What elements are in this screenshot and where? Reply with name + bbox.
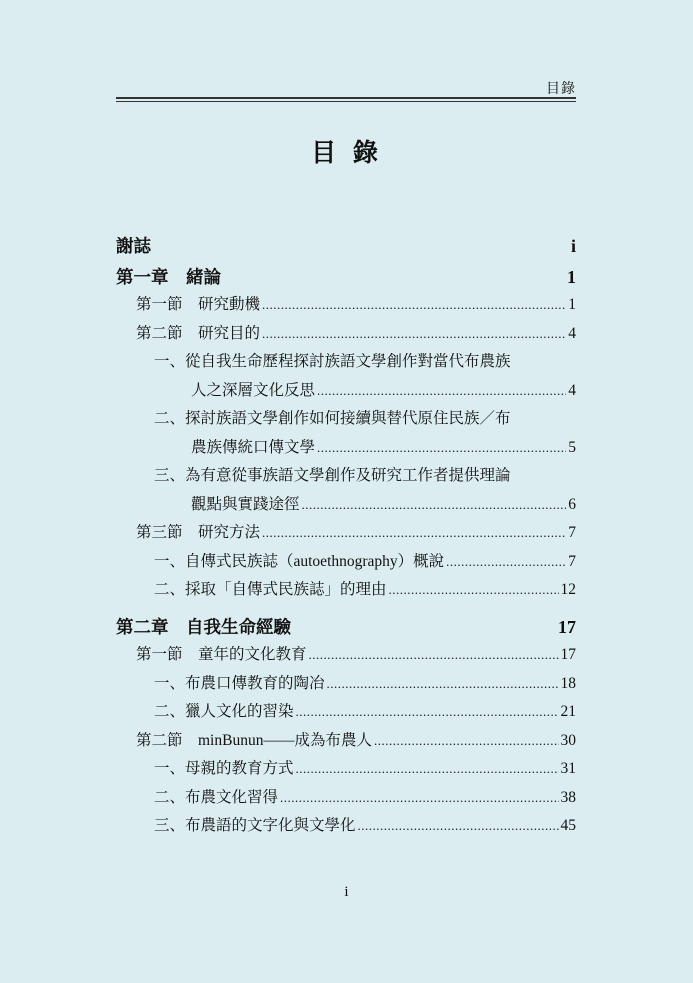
- toc-entry-title: 觀點與實踐途徑: [191, 495, 300, 513]
- toc-entry-item[interactable]: [116, 462, 576, 491]
- toc-entry-title: 二、獵人文化的習染: [154, 703, 294, 720]
- toc-leader-dots: [374, 727, 559, 756]
- toc-entry-title: 三、布農語的文字化與文學化: [154, 817, 356, 834]
- toc-entry-page: 4: [568, 324, 576, 342]
- toc-entry-section[interactable]: [116, 320, 576, 349]
- toc-entry-item[interactable]: [116, 698, 576, 727]
- toc-leader-dots: [262, 320, 566, 349]
- toc-entry-item[interactable]: [116, 576, 576, 605]
- toc-entry-page: 5: [568, 438, 576, 456]
- toc-entry-title: 第二節 研究目的: [136, 324, 261, 342]
- toc-entry-page: 6: [568, 495, 576, 513]
- toc-entry-item[interactable]: [116, 784, 576, 813]
- toc-leader-dots: [309, 641, 559, 670]
- toc-entry-item[interactable]: [116, 755, 576, 784]
- toc-leader-dots: [296, 755, 559, 784]
- toc-entry-page: 1: [568, 296, 576, 313]
- toc-entry-section[interactable]: [116, 519, 576, 548]
- toc-entry-page: 4: [568, 381, 576, 399]
- toc-entry-title: 一、母親的教育方式: [154, 760, 294, 777]
- toc-entry-title: 二、布農文化習得: [154, 788, 279, 806]
- toc-entry-title: 謝誌: [116, 237, 151, 257]
- toc-leader-dots: [262, 519, 566, 548]
- toc-entry-chapter[interactable]: [116, 613, 576, 642]
- toc-leader-dots: [296, 698, 559, 727]
- toc-entry-title: 三、為有意從事族語文學創作及研究工作者提供理論: [154, 467, 511, 484]
- toc-entry-chapter[interactable]: [116, 263, 576, 292]
- toc-entry-title: 二、採取「自傳式民族誌」的理由: [154, 581, 387, 598]
- toc-leader-dots: [317, 434, 566, 463]
- toc-entry-page: 38: [560, 788, 576, 806]
- toc-entry-title: 第二章 自我生命經驗: [116, 617, 291, 638]
- toc-entry-section[interactable]: [116, 727, 576, 756]
- toc-entry-title: 第一章 緒論: [116, 267, 221, 288]
- toc-entry-page: 30: [560, 731, 576, 749]
- toc-entry-page: 21: [560, 703, 576, 720]
- running-header: 目錄: [546, 82, 576, 97]
- toc-entry-title: 農族傳統口傳文學: [191, 438, 316, 456]
- toc-entry-title: 一、自傳式民族誌（autoethnography）概說: [154, 552, 445, 570]
- table-of-contents: [116, 232, 576, 841]
- toc-entry-cont[interactable]: [116, 491, 576, 520]
- toc-entry-page: 45: [560, 817, 576, 834]
- toc-entry-item[interactable]: [116, 348, 576, 377]
- toc-entry-item[interactable]: [116, 812, 576, 841]
- toc-leader-dots: [358, 812, 559, 841]
- toc-leader-dots: [262, 291, 566, 320]
- toc-entry-page: 17: [558, 616, 576, 637]
- toc-entry-page: 7: [568, 524, 576, 541]
- toc-entry-title: 人之深層文化反思: [191, 381, 316, 399]
- toc-leader-dots: [302, 491, 567, 520]
- header-rule: [116, 97, 576, 102]
- toc-entry-item[interactable]: [116, 548, 576, 577]
- toc-entry-title: 二、探討族語文學創作如何接續與替代原住民族／布: [154, 410, 511, 427]
- toc-entry-page: 12: [560, 581, 576, 598]
- toc-leader-dots: [280, 784, 558, 813]
- toc-entry-page: i: [570, 236, 576, 256]
- toc-entry-page: 17: [560, 646, 576, 663]
- toc-leader-dots: [327, 670, 559, 699]
- toc-leader-dots: [446, 548, 566, 577]
- toc-entry-title: 第一節 研究動機: [136, 296, 261, 313]
- page-title: 目 錄: [311, 138, 382, 167]
- toc-entry-page: 31: [560, 760, 576, 777]
- toc-entry-title: 第一節 童年的文化教育: [136, 646, 307, 663]
- toc-entry-section[interactable]: [116, 641, 576, 670]
- toc-entry-page: 1: [567, 266, 576, 287]
- page-number: i: [344, 884, 349, 900]
- toc-entry-chapter[interactable]: [116, 232, 576, 261]
- toc-leader-dots: [389, 576, 559, 605]
- toc-entry-item[interactable]: [116, 405, 576, 434]
- toc-entry-page: 18: [560, 674, 576, 692]
- toc-entry-title: 一、從自我生命歷程探討族語文學創作對當代布農族: [154, 353, 511, 370]
- toc-entry-section[interactable]: [116, 291, 576, 320]
- toc-leader-dots: [317, 377, 566, 406]
- toc-entry-item[interactable]: [116, 670, 576, 699]
- toc-entry-page: 7: [568, 552, 576, 570]
- toc-entry-cont[interactable]: [116, 434, 576, 463]
- toc-entry-title: 第二節 minBunun——成為布農人: [136, 731, 372, 749]
- toc-entry-cont[interactable]: [116, 377, 576, 406]
- toc-entry-title: 一、布農口傳教育的陶冶: [154, 674, 325, 692]
- toc-entry-title: 第三節 研究方法: [136, 524, 261, 541]
